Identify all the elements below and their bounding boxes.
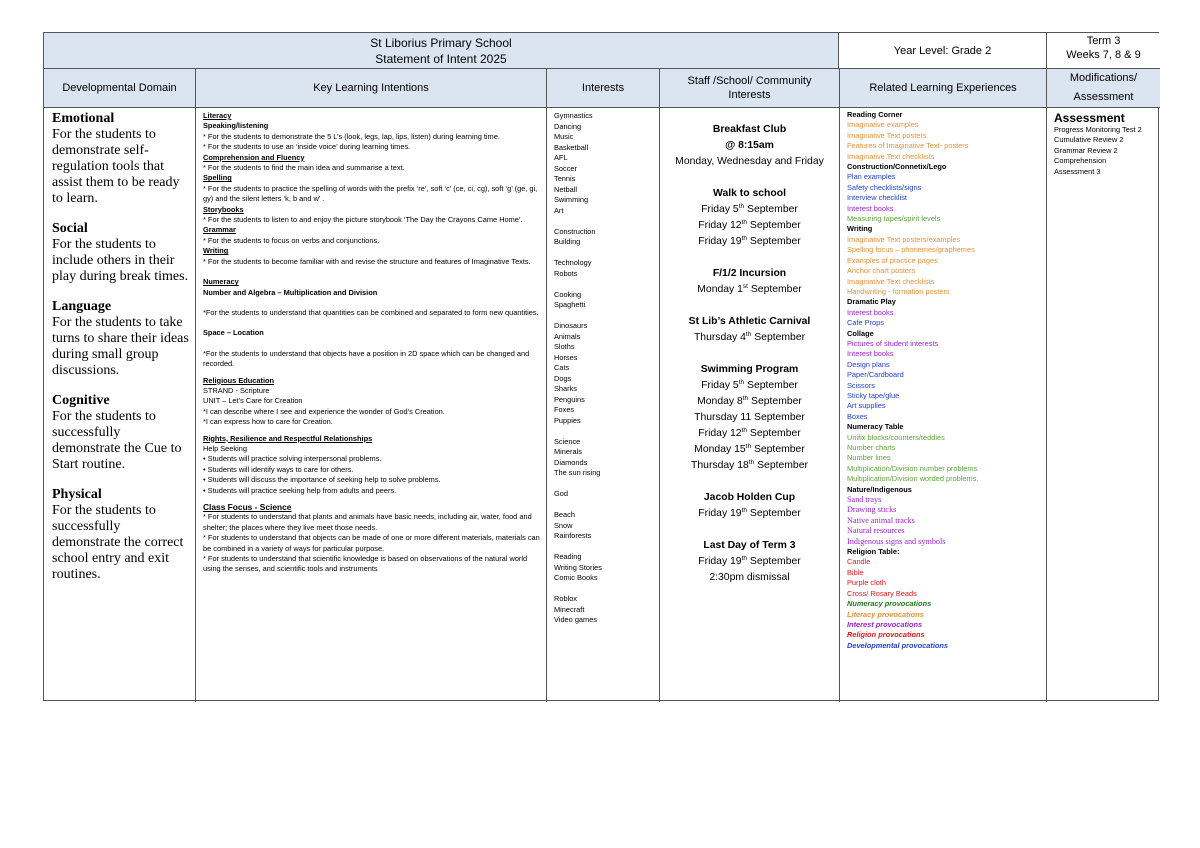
related-item: Sand trays [847,495,882,505]
interests-cell [547,108,660,702]
domain-title: Social [52,221,88,236]
intention-text: * For the students to practice the spelling of words with the prefix ‘re’, soft ‘c’ (ce, ci, cg), soft ‘g’ (ge, gi, gy) and the silent letters ‘k, b and w’ . [203,183,538,204]
intentions-cell [196,108,547,702]
event-date: Thursday 18th September [691,459,808,471]
related-item: Safety checklists/signs [847,182,922,192]
year-level: Year Level: Grade 2 [839,33,1047,69]
re-unit: UNIT – Let’s Care for Creation [203,396,303,406]
number-algebra-heading: Number and Algebra – Multiplication and Division [203,287,378,297]
related-item: Scissors [847,380,875,390]
statement-of-intent-table [43,32,1159,701]
intention-text: * For the students to become familiar with and revise the structure and features of Imaginative Texts. [203,256,531,266]
intention-text: *For the students to understand that objects have a position in 2D space which can be changed and recorded. [203,348,530,369]
interest-item: Puppies [554,415,581,425]
interest-item: Building [554,237,581,246]
interest-item: Roblox [554,594,578,603]
related-item: Candle [847,557,871,567]
interest-item: Rainforests [554,531,592,540]
related-item: Paper/Cardboard [847,370,904,380]
related-item: Purple cloth [847,578,887,588]
interest-item: Animals [554,331,581,341]
space-heading: Space – Location [203,328,264,338]
event-date: Monday 15th September [694,443,805,455]
related-item: Cross/ Rosary Beads [847,588,917,598]
interest-item: Foxes [554,405,575,414]
event-date: Friday 19th September [698,555,801,567]
event-title: Jacob Holden Cup [703,492,796,503]
interest-item: Sharks [554,384,578,393]
storybooks-heading: Storybooks [203,204,244,214]
assessment-item: Comprehension [1054,156,1107,166]
related-heading: Construction/Connetix/Lego [847,162,947,172]
related-item: Unifix blocks/counters/teddies [847,432,945,442]
related-item: Religion provocations [847,630,925,640]
interest-item: AFL [554,153,568,162]
assessment-item: Assessment 3 [1054,166,1101,176]
intention-text: * For the students to use an ‘inside voice’ during learning times. [203,142,411,152]
staff-cell [660,108,840,702]
related-item: Multiplication/Division worded problems. [847,474,979,484]
related-item: Handwriting - formation posters [847,286,950,296]
related-item: Imaginative Text posters [847,130,927,140]
domain-emotional [52,111,189,207]
related-item: Boxes [847,411,868,421]
related-item: Number lines [847,453,891,463]
grammar-heading: Grammar [203,225,236,235]
intention-text: *I can express how to care for Creation. [203,417,333,427]
spelling-heading: Spelling [203,173,232,183]
domain-physical [52,487,189,583]
interest-item: Technology [554,258,592,267]
related-item: Art supplies [847,401,886,411]
event-date: Friday 12th September [698,219,801,231]
interest-item: Robots [554,268,578,278]
interest-item: Beach [554,510,575,519]
intention-text: *For the students to understand that quantities can be combined and separated to form new quantities. [203,307,539,317]
related-item: Imaginative Text checklists [847,276,935,286]
intention-text: * For students to understand that scientific knowledge is based on observations of the natural world using the senses, and scientific tools and instruments [203,554,528,574]
intention-text: • Students will discuss the importance of seeking help to solve problems. [203,475,441,485]
event-date: Thursday 11 September [694,412,805,423]
term-label: Term 3 [1086,35,1121,47]
assessment-cell [1047,108,1160,702]
intention-text: * For the students to listen to and enjoy the picture storybook ‘The Day the Crayons Came Home’. [203,215,523,225]
science-heading: Class Focus - Science [203,502,292,512]
event-title: Last Day of Term 3 [703,540,796,551]
interest-item: Snow [554,520,573,530]
related-item: Anchor chart posters [847,266,916,276]
interest-item: Science [554,436,581,446]
domain-text: For the students to demonstrate self-regulation tools that assist them to be ready to learn. [52,127,180,206]
related-item: Natural resources [847,526,905,536]
domain-text: For the students to take turns to share their ideas during small group discussions. [52,315,189,378]
speaking-heading: Speaking/listening [203,121,269,131]
col-header-modifications [1047,69,1160,108]
interest-item: Video games [554,615,598,624]
related-item: Developmental provocations [847,640,949,650]
event-date: Friday 12th September [698,427,801,439]
interest-item: Cats [554,363,570,372]
related-item: Measuring tapes/spirit levels [847,214,941,224]
related-heading: Religion Table: [847,547,900,557]
related-item: Bible [847,567,864,577]
intention-text: • Students will practice solving interpersonal problems. [203,454,382,464]
event-title: Breakfast Club [712,124,787,135]
domain-language [52,299,189,379]
re-strand: STRAND - Scripture [203,385,270,395]
weeks-label: Weeks 7, 8 & 9 [1066,49,1141,61]
related-item: Number charts [847,443,896,452]
domain-title: Physical [52,487,102,502]
writing-heading: Writing [203,246,229,256]
document-title [44,33,839,69]
event-date: Friday 19th September [698,235,801,247]
interest-item: Cooking [554,289,582,299]
event-title: St Lib’s Athletic Carnival [688,316,811,327]
related-item: Multiplication/Division number problems [847,463,978,473]
event-date: Friday 5th September [701,379,798,391]
interest-item: Dinosaurs [554,321,588,330]
interest-item: Reading [554,552,582,561]
related-item: Interest books [847,203,894,213]
intention-text: * For the students to find the main idea and summarise a text. [203,163,405,173]
col-header-intentions: Key Learning Intentions [196,69,547,108]
interest-item: Basketball [554,142,589,152]
interest-item: Sloths [554,342,575,351]
interest-item: Gymnastics [554,111,593,120]
related-item: Cafe Props [847,318,884,328]
related-item: Imaginative Text posters/examples [847,234,961,244]
related-item: Spelling focus – phonemes/graphemes [847,245,975,255]
interest-item: Dancing [554,121,582,131]
school-name: St Liborius Primary School [370,35,512,50]
re-heading: Religious Education [203,375,275,385]
domain-title: Language [52,299,112,314]
intention-text: • Students will identify ways to care for others. [203,464,354,474]
col-header-staff: Staff /School/ Community Interests [660,69,840,108]
interest-item: Diamonds [554,457,588,467]
assessment-item: Grammar Review 2 [1054,145,1118,155]
interest-item: Minecraft [554,604,585,614]
interest-item: The sun rising [554,468,601,477]
domain-social [52,221,189,285]
domain-cell [44,108,196,702]
assessment-item: Cumulative Review 2 [1054,135,1124,145]
interest-item: Construction [554,226,596,236]
col-header-interests: Interests [547,69,660,108]
assessment-item: Progress Monitoring Test 2 [1054,125,1142,134]
event-date: Thursday 4th September [693,331,806,343]
numeracy-heading: Numeracy [203,277,239,287]
event-date: Friday 19th September [698,507,801,519]
interest-item: Spaghetti [554,300,586,309]
col-header-domain: Developmental Domain [44,69,196,108]
intention-text: * For the students to focus on verbs and conjunctions. [203,235,380,245]
rrrr-subheading: Help Seeking [203,443,247,453]
related-heading: Writing [847,224,873,234]
related-item: Sticky tape/glue [847,390,900,400]
event-date: Friday 5th September [701,203,798,215]
interest-item: Writing Stories [554,562,602,572]
intention-text: *I can describe where I see and experience the wonder of God’s Creation. [203,406,445,416]
interest-item: Music [554,132,574,141]
intention-text: * For students to understand that objects can be made of one or more different materials, materials can be combined in a variety of ways for particular purpose. [203,533,540,553]
related-item: Interest books [847,307,894,317]
related-item: Literacy provocations [847,609,924,619]
interest-item: Soccer [554,163,578,173]
related-heading: Nature/Indigenous [847,484,912,494]
related-heading: Numeracy Table [847,422,904,432]
assessment-label: Assessment [1073,91,1134,103]
interest-item: Minerals [554,447,582,456]
related-item: Imaginative examples [847,120,919,130]
domain-title: Emotional [52,111,115,126]
rrrr-heading: Rights, Resilience and Respectful Relationships [203,433,373,443]
statement-title: Statement of Intent 2025 [375,51,507,66]
event-title: Swimming Program [700,364,799,375]
related-cell [840,108,1047,702]
related-heading: Reading Corner [847,110,903,119]
domain-cognitive [52,393,189,473]
related-item: Pictures of student interests [847,338,939,348]
interest-item: Comic Books [554,573,598,582]
event-title: F/1/2 Incursion [712,268,787,279]
related-heading: Dramatic Play [847,297,896,307]
event-title: Walk to school [713,188,786,199]
event-date: Monday, Wednesday and Friday [675,156,824,167]
related-item: Drawing sticks [847,505,897,515]
interest-item: Swimming [554,195,589,204]
related-heading: Collage [847,328,874,338]
domain-title: Cognitive [52,393,110,408]
event-date: 2:30pm dismissal [709,572,790,583]
domain-text: For the students to successfully demonstrate the correct school entry and exit routines. [52,503,184,582]
interest-item: God [554,489,568,498]
interest-item: Art [554,205,564,215]
related-item: Interview checklist [847,193,907,203]
domain-text: For the students to include others in their play during break times. [52,237,189,284]
related-item: Features of Imaginative Text- posters [847,141,969,151]
related-item: Indigenous signs and symbols [847,536,946,546]
col-header-related: Related Learning Experiences [840,69,1047,108]
related-item: Imaginative Text checklists [847,151,935,161]
related-item: Native animal tracks [847,515,915,525]
related-item: Interest books [847,349,894,359]
related-item: Plan examples [847,172,896,182]
interest-item: Netball [554,184,578,194]
interest-item: Dogs [554,373,572,383]
modifications-label: Modifications/ [1069,72,1138,84]
event-date: Monday 1st September [697,283,802,295]
related-item: Design plans [847,359,890,369]
related-item: Numeracy provocations [847,599,932,609]
intention-text: * For students to understand that plants and animals have basic needs, including air, water, food and shelter; the places where they live meet those needs. [203,512,532,532]
intention-text: * For the students to demonstrate the 5 L’s (look, legs, lap, lips, listen) during learning time. [203,131,500,141]
comprehension-heading: Comprehension and Fluency [203,152,305,162]
related-item: Examples of practice pages [847,255,938,265]
assessment-heading: Assessment [1054,111,1125,125]
literacy-heading: Literacy [203,111,232,120]
intention-text: • Students will practice seeking help from adults and peers. [203,485,397,495]
interest-item: Penguins [554,394,585,404]
event-time: @ 8:15am [725,140,774,151]
event-date: Monday 8th September [697,395,802,407]
related-item: Interest provocations [847,619,923,629]
interest-item: Tennis [554,174,576,183]
term-info [1047,33,1160,69]
interest-item: Horses [554,352,578,362]
domain-text: For the students to successfully demonstrate the Cue to Start routine. [52,409,182,472]
